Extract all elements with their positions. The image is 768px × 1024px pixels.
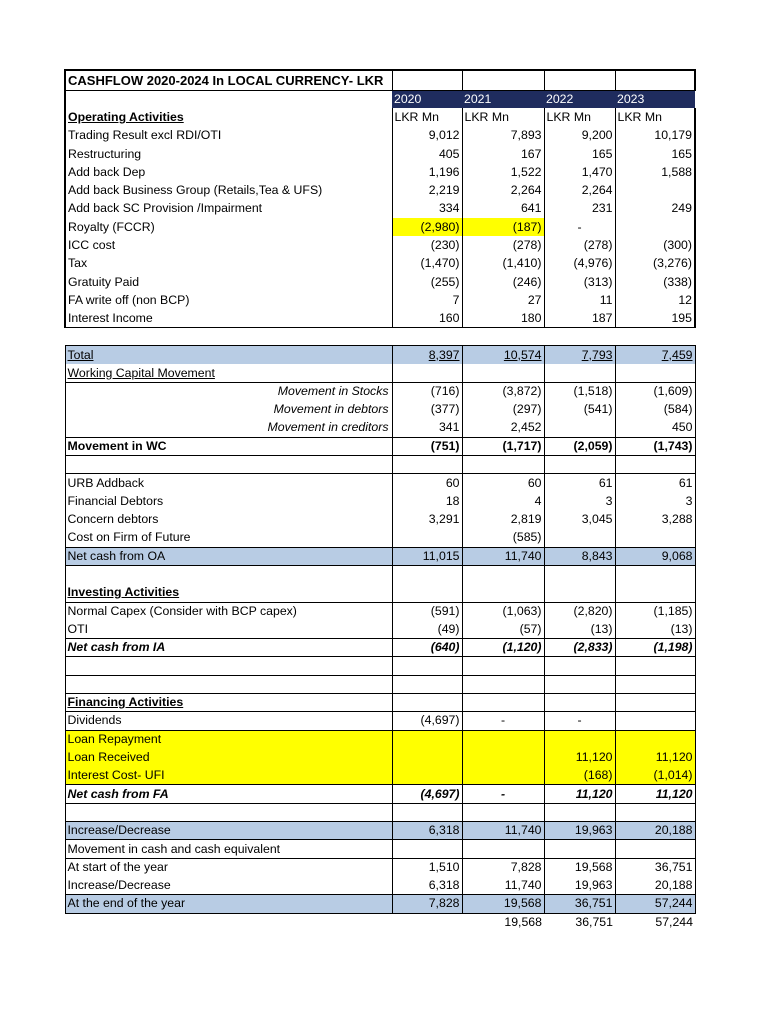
row-label: Restructuring <box>65 145 392 163</box>
cell: 3,288 <box>615 511 695 529</box>
cell: 36,751 <box>615 858 695 876</box>
cell: 2,264 <box>544 181 615 199</box>
row-label: At start of the year <box>65 858 392 876</box>
cell-highlight: (187) <box>462 218 544 236</box>
cell: (1,518) <box>544 382 615 400</box>
cell: (1,717) <box>462 437 544 455</box>
cell: 167 <box>462 145 544 163</box>
row-label: Movement in cash and cash equivalent <box>65 840 392 858</box>
row-label: Trading Result excl RDI/OTI <box>65 127 392 145</box>
cell <box>615 730 695 748</box>
cell <box>462 767 544 785</box>
cell <box>392 529 462 547</box>
cell: 8,843 <box>544 547 615 565</box>
cell: (49) <box>392 620 462 638</box>
cell: 11 <box>544 291 615 309</box>
cell: (1,014) <box>615 767 695 785</box>
year-header-row <box>65 90 695 108</box>
cell <box>615 712 695 730</box>
cell: 7,893 <box>462 127 544 145</box>
row-label: Increase/Decrease <box>65 876 392 894</box>
cashflow-table <box>64 69 696 931</box>
cell: (338) <box>615 273 695 291</box>
table-row <box>65 255 695 273</box>
cell: 3 <box>615 492 695 510</box>
cell <box>544 419 615 437</box>
cell: (640) <box>392 639 462 657</box>
table-row <box>65 602 695 620</box>
cell: - <box>462 785 544 803</box>
row-label: Interest Income <box>65 310 392 328</box>
check-value: 19,568 <box>504 914 542 929</box>
cell: 160 <box>392 310 462 328</box>
cell <box>544 730 615 748</box>
year-2022: 2022 <box>544 90 615 108</box>
row-label: Dividends <box>65 712 392 730</box>
cell: 3,291 <box>392 511 462 529</box>
cell: 641 <box>462 200 544 218</box>
check-value: 57,244 <box>655 914 693 929</box>
cashflow-sheet <box>64 69 694 931</box>
cell: 36,751 <box>544 895 615 913</box>
year-2023: 2023 <box>615 90 695 108</box>
cell: 1,196 <box>392 163 462 181</box>
financing-heading-row <box>65 694 695 712</box>
row-label: Loan Repayment <box>65 730 392 748</box>
cell: 1,522 <box>462 163 544 181</box>
table-row <box>65 876 695 894</box>
cell: (1,410) <box>462 255 544 273</box>
year-header-blank <box>65 90 392 108</box>
table-row <box>65 163 695 181</box>
cell: (300) <box>615 236 695 254</box>
wc-heading-row <box>65 364 695 382</box>
cell: (168) <box>544 767 615 785</box>
row-label: Cost on Firm of Future <box>65 529 392 547</box>
investing-heading: Investing Activities <box>65 584 392 602</box>
cell: 341 <box>392 419 462 437</box>
table-row <box>65 620 695 638</box>
cell <box>392 767 462 785</box>
year-2021: 2021 <box>462 90 544 108</box>
table-row <box>65 145 695 163</box>
cell: (278) <box>462 236 544 254</box>
cell: 3,045 <box>544 511 615 529</box>
cell: (1,185) <box>615 602 695 620</box>
cell <box>392 748 462 766</box>
cell: 2,819 <box>462 511 544 529</box>
table-row <box>65 273 695 291</box>
spacer-row <box>65 657 695 675</box>
spacer-row <box>65 803 695 821</box>
table-row <box>65 382 695 400</box>
cell: 27 <box>462 291 544 309</box>
row-label: Gratuity Paid <box>65 273 392 291</box>
row-label: URB Addback <box>65 474 392 492</box>
cell: 6,318 <box>392 822 462 840</box>
title-cell-2021 <box>462 70 544 90</box>
table-row <box>65 712 695 730</box>
cell: (313) <box>544 273 615 291</box>
net-ia-row <box>65 639 695 657</box>
cell: 4 <box>462 492 544 510</box>
cell: 1,588 <box>615 163 695 181</box>
cell: 187 <box>544 310 615 328</box>
row-label: Concern debtors <box>65 511 392 529</box>
cell: 231 <box>544 200 615 218</box>
cell: 57,244 <box>615 895 695 913</box>
table-row <box>65 181 695 199</box>
cell: 60 <box>462 474 544 492</box>
cell: 18 <box>392 492 462 510</box>
investing-heading-row <box>65 584 695 602</box>
cell: 1,470 <box>544 163 615 181</box>
row-label: Add back SC Provision /Impairment <box>65 200 392 218</box>
cell: (3,872) <box>462 382 544 400</box>
cell: (3,276) <box>615 255 695 273</box>
row-label: Net cash from FA <box>65 785 392 803</box>
table-row <box>65 218 695 236</box>
cell <box>462 730 544 748</box>
row-label: Add back Dep <box>65 163 392 181</box>
cell: 6,318 <box>392 876 462 894</box>
cell: 195 <box>615 310 695 328</box>
cell: (585) <box>462 529 544 547</box>
end-of-year-row <box>65 895 695 913</box>
cell: 2,219 <box>392 181 462 199</box>
cell: (13) <box>544 620 615 638</box>
year-2020: 2020 <box>392 90 462 108</box>
cell: (297) <box>462 401 544 419</box>
spacer-row <box>65 456 695 474</box>
cell: (13) <box>615 620 695 638</box>
cell: (230) <box>392 236 462 254</box>
movement-label-row <box>65 840 695 858</box>
title-cell-2020 <box>392 70 462 90</box>
cell: 165 <box>615 145 695 163</box>
cell: (584) <box>615 401 695 419</box>
table-row <box>65 529 695 547</box>
cell <box>392 730 462 748</box>
cell <box>462 748 544 766</box>
cell: (1,609) <box>615 382 695 400</box>
cell: (377) <box>392 401 462 419</box>
cell: 7,459 <box>615 346 695 364</box>
table-row-highlight <box>65 748 695 766</box>
table-row-highlight <box>65 767 695 785</box>
row-label: Movement in debtors <box>65 401 392 419</box>
cell: - <box>544 218 615 236</box>
row-label: Tax <box>65 255 392 273</box>
cell: 11,120 <box>544 748 615 766</box>
cell: (751) <box>392 437 462 455</box>
table-row <box>65 200 695 218</box>
row-label: Net cash from OA <box>65 547 392 565</box>
cell: (541) <box>544 401 615 419</box>
cell: (1,470) <box>392 255 462 273</box>
cell <box>615 181 695 199</box>
cell: 20,188 <box>615 822 695 840</box>
cell: 8,397 <box>392 346 462 364</box>
row-label: Movement in creditors <box>65 419 392 437</box>
cell: 7,828 <box>462 858 544 876</box>
row-label: Interest Cost- UFI <box>65 767 392 785</box>
cell: (4,697) <box>392 785 462 803</box>
cell: 11,740 <box>462 822 544 840</box>
cell: 12 <box>615 291 695 309</box>
unit-2021: LKR Mn <box>462 108 544 126</box>
cell: 7,828 <box>392 895 462 913</box>
cell: (1,063) <box>462 602 544 620</box>
cell: - <box>462 712 544 730</box>
total-row <box>65 346 695 364</box>
cell: 19,568 <box>462 895 544 913</box>
operating-heading: Operating Activities <box>65 108 392 126</box>
row-label: Financial Debtors <box>65 492 392 510</box>
cell: 9,068 <box>615 547 695 565</box>
financing-heading: Financing Activities <box>65 694 392 712</box>
table-row <box>65 127 695 145</box>
row-label: Add back Business Group (Retails,Tea & UFS) <box>65 181 392 199</box>
unit-2020: LKR Mn <box>392 108 462 126</box>
row-label: FA write off (non BCP) <box>65 291 392 309</box>
unit-row <box>65 108 695 126</box>
table-row <box>65 511 695 529</box>
table-row <box>65 236 695 254</box>
cell: 7 <box>392 291 462 309</box>
cell: 3 <box>544 492 615 510</box>
check-row <box>65 913 695 931</box>
cell: (591) <box>392 602 462 620</box>
table-row <box>65 492 695 510</box>
increase-row <box>65 822 695 840</box>
cell: 11,120 <box>615 748 695 766</box>
cell: 11,740 <box>462 547 544 565</box>
check-value: 36,751 <box>575 914 613 929</box>
row-label: Increase/Decrease <box>65 822 392 840</box>
cell: - <box>544 712 615 730</box>
cell: 11,120 <box>544 785 615 803</box>
cell: (2,059) <box>544 437 615 455</box>
cell: 61 <box>615 474 695 492</box>
cell: (2,820) <box>544 602 615 620</box>
cell: 9,200 <box>544 127 615 145</box>
table-row <box>65 291 695 309</box>
cell: 11,120 <box>615 785 695 803</box>
cell: 405 <box>392 145 462 163</box>
row-label: OTI <box>65 620 392 638</box>
row-label: ICC cost <box>65 236 392 254</box>
cell: 19,963 <box>544 822 615 840</box>
cell: 61 <box>544 474 615 492</box>
cell: (255) <box>392 273 462 291</box>
row-label: Loan Received <box>65 748 392 766</box>
sheet-title: CASHFLOW 2020-2024 In LOCAL CURRENCY- LKR <box>65 70 392 90</box>
unit-2022: LKR Mn <box>544 108 615 126</box>
net-oa-row <box>65 547 695 565</box>
cell: (1,198) <box>615 639 695 657</box>
row-label: Movement in WC <box>65 437 392 455</box>
row-label: Movement in Stocks <box>65 382 392 400</box>
cell: 334 <box>392 200 462 218</box>
cell: (57) <box>462 620 544 638</box>
cell: 11,015 <box>392 547 462 565</box>
unit-2023: LKR Mn <box>615 108 695 126</box>
cell <box>615 218 695 236</box>
cell: (278) <box>544 236 615 254</box>
cell: (4,976) <box>544 255 615 273</box>
cell: 20,188 <box>615 876 695 894</box>
title-row <box>65 70 695 90</box>
cell <box>615 529 695 547</box>
cell: 11,740 <box>462 876 544 894</box>
cell: (1,120) <box>462 639 544 657</box>
net-fa-row <box>65 785 695 803</box>
row-label: Normal Capex (Consider with BCP capex) <box>65 602 392 620</box>
spacer-row <box>65 675 695 693</box>
table-row-highlight <box>65 730 695 748</box>
cell: 165 <box>544 145 615 163</box>
row-label: At the end of the year <box>65 895 392 913</box>
title-cell-2023 <box>615 70 695 90</box>
cell: 19,963 <box>544 876 615 894</box>
spacer-row <box>65 565 695 583</box>
total-label: Total <box>65 346 392 364</box>
cell: 60 <box>392 474 462 492</box>
table-row <box>65 858 695 876</box>
cell-highlight: (2,980) <box>392 218 462 236</box>
row-label: Net cash from IA <box>65 639 392 657</box>
cell: (4,697) <box>392 712 462 730</box>
table-row <box>65 419 695 437</box>
cell: 450 <box>615 419 695 437</box>
cell: 7,793 <box>544 346 615 364</box>
cell: 10,179 <box>615 127 695 145</box>
cell: (716) <box>392 382 462 400</box>
cell: (246) <box>462 273 544 291</box>
cell: 19,568 <box>544 858 615 876</box>
wc-total-row <box>65 437 695 455</box>
cell: 249 <box>615 200 695 218</box>
table-row <box>65 310 695 328</box>
cell: (2,833) <box>544 639 615 657</box>
cell: 1,510 <box>392 858 462 876</box>
cell: 9,012 <box>392 127 462 145</box>
cell: (1,743) <box>615 437 695 455</box>
row-label: Royalty (FCCR) <box>65 218 392 236</box>
spacer-row <box>65 328 695 346</box>
cell <box>544 529 615 547</box>
cell: 2,264 <box>462 181 544 199</box>
title-cell-2022 <box>544 70 615 90</box>
cell: 180 <box>462 310 544 328</box>
table-row <box>65 401 695 419</box>
cell: 10,574 <box>462 346 544 364</box>
cell: 2,452 <box>462 419 544 437</box>
table-row <box>65 474 695 492</box>
wc-heading: Working Capital Movement <box>65 364 392 382</box>
